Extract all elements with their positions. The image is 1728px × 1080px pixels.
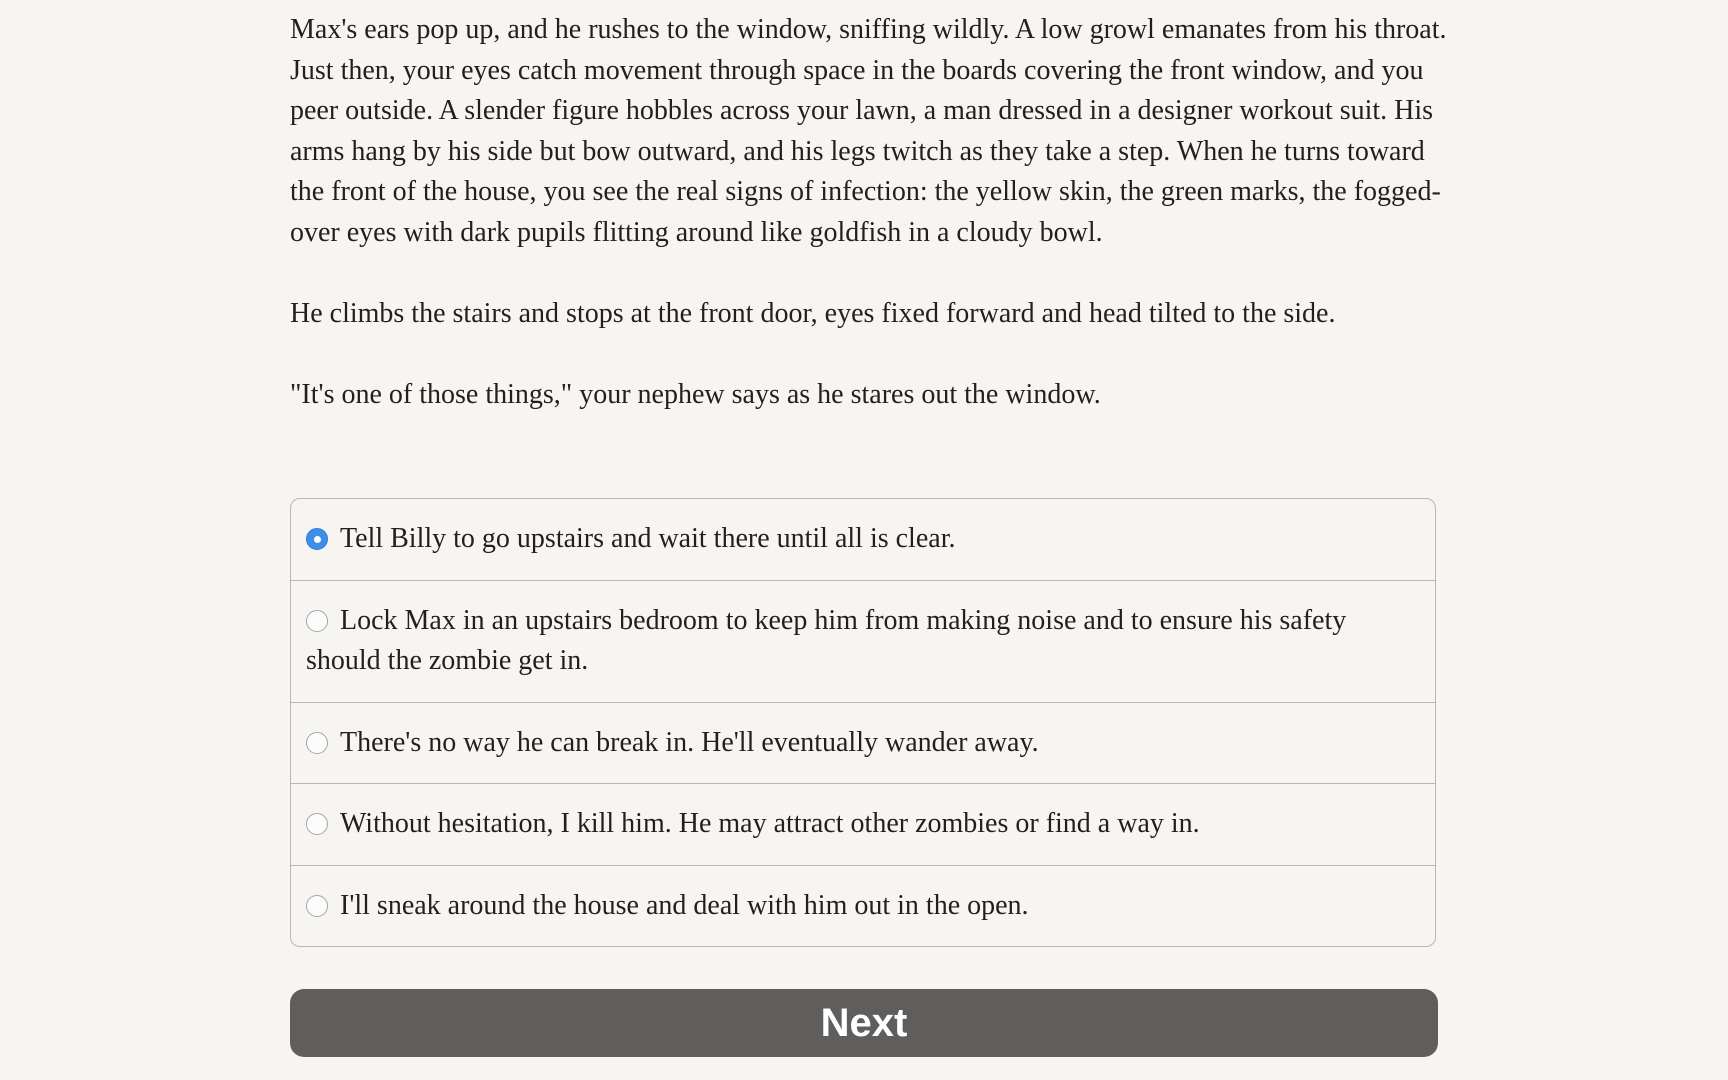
story-paragraph: "It's one of those things," your nephew says as he stares out the window. [290, 378, 1101, 410]
next-button[interactable]: Next [290, 989, 1438, 1057]
story-paragraph: Max's ears pop up, and he rushes to the window, sniffing wildly. A low growl emanates from his throat. Just then, your eyes catch movement through space in the boards covering the front window, and you peer outside. A slender figure hobbles across your lawn, a man dressed in a designer workout suit. His arms hang by his side but bow outward, and his legs twitch as they take a step. When he turns toward the front of the house, you see the real signs of infection: the yellow skin, the green marks, the fogged-over eyes with dark pupils flitting around like goldfish in a cloudy bowl. [290, 14, 1447, 248]
choice-option[interactable] [291, 580, 1435, 702]
radio-unselected-icon[interactable] [306, 732, 328, 754]
choice-option[interactable] [291, 783, 1435, 865]
choice-label: I'll sneak around the house and deal with him out in the open. [340, 889, 1029, 921]
choice-list [290, 498, 1436, 947]
radio-selected-icon[interactable] [306, 528, 328, 550]
choice-option[interactable] [291, 865, 1435, 947]
radio-unselected-icon[interactable] [306, 813, 328, 835]
choice-label: Tell Billy to go upstairs and wait there until all is clear. [340, 523, 956, 554]
choice-option[interactable] [291, 499, 1435, 580]
choice-option[interactable] [291, 702, 1435, 784]
choice-label: Without hesitation, I kill him. He may attract other zombies or find a way in. [340, 808, 1200, 839]
choice-label: Lock Max in an upstairs bedroom to keep him from making noise and to ensure his safety should the zombie get in. [306, 604, 1347, 676]
radio-unselected-icon[interactable] [306, 610, 328, 632]
story-paragraph: He climbs the stairs and stops at the front door, eyes fixed forward and head tilted to the side. [290, 297, 1336, 329]
choice-label: There's no way he can break in. He'll eventually wander away. [340, 726, 1039, 758]
story-text [290, 10, 1450, 456]
radio-unselected-icon[interactable] [306, 895, 328, 917]
